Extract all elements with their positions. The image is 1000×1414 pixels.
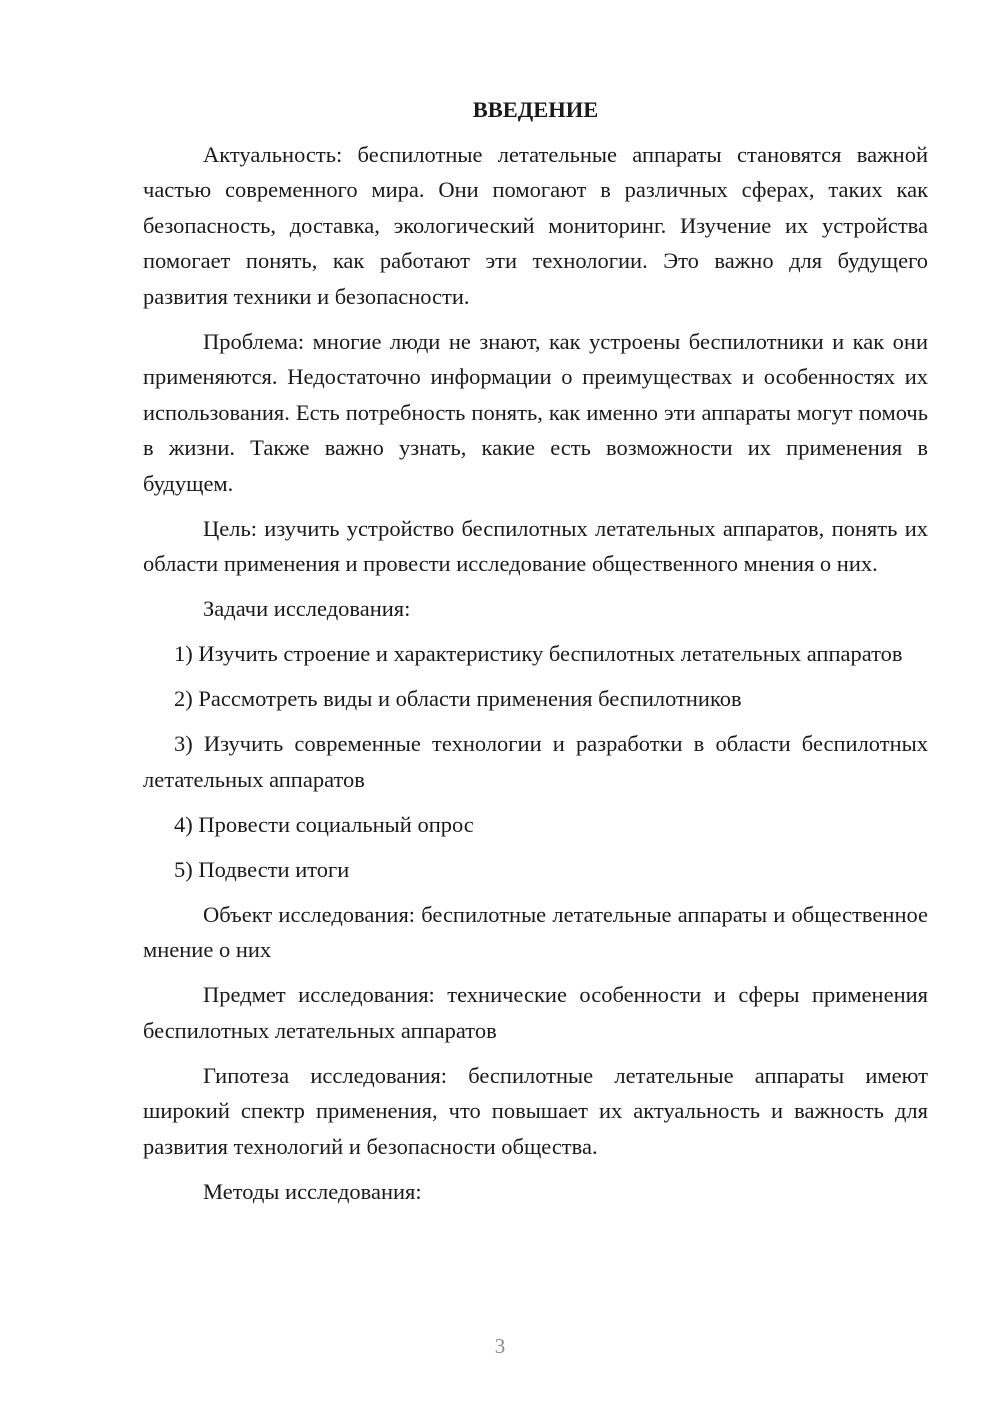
page-number: 3 [494,1334,506,1358]
relevance-paragraph: Актуальность: беспилотные летательные аппараты становятся важной частью современного мира. Они помогают в различных сферах, таких как безопасность, доставка, экологический мониторинг. Изучение их устройства помогает понять, как работают эти технологии. Это важно для будущего развития техники и безопасности. [143,141,928,309]
methods-heading: Методы исследования: [203,1178,422,1204]
page-content [143,92,928,1219]
task-item-4: 4) Провести социальный опрос [174,811,474,837]
tasks-heading: Задачи исследования: [203,596,411,621]
hypothesis-paragraph: Гипотеза исследования: беспилотные летательные аппараты имеют широкий спектр применения, что повышает их актуальность и важность для развития технологий и безопасности общества. [143,1062,928,1159]
object-paragraph: Объект исследования: беспилотные летательные аппараты и общественное мнение о них [143,901,928,962]
task-item-2: 2) Рассмотреть виды и области применения беспилотников [174,686,742,711]
task-item-1: 1) Изучить строение и характеристику беспилотных летательных аппаратов [174,641,903,666]
goal-paragraph: Цель: изучить устройство беспилотных летательных аппаратов, понять их области применения и провести исследование общественного мнения о них. [143,515,928,576]
problem-paragraph: Проблема: многие люди не знают, как устроены беспилотники и как они применяются. Недостаточно информации о преимуществах и особенностях их использования. Есть потребность понять, как именно эти аппараты могут помочь в жизни. Также важно узнать, какие есть возможности их применения в будущем. [143,328,928,496]
subject-paragraph: Предмет исследования: технические особенности и сферы применения беспилотных летательных аппаратов [143,982,928,1043]
section-title: ВВЕДЕНИЕ [472,97,599,122]
task-item-3: 3) Изучить современные технологии и разработки в области беспилотных летательных аппаратов [143,731,928,792]
task-item-5: 5) Подвести итоги [174,856,350,882]
